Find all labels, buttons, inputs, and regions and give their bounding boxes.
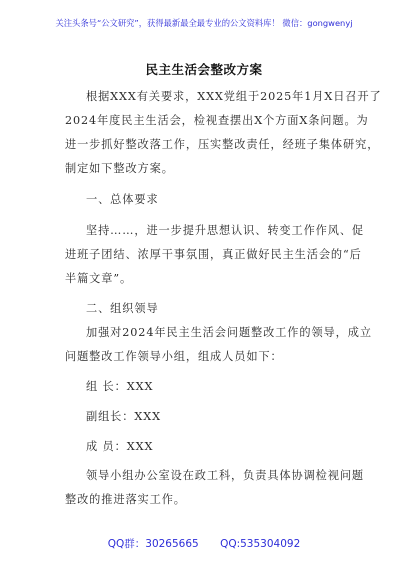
paragraph-line: 加强对2024年民主生活会问题整改工作的领导，成立 xyxy=(86,326,372,339)
section-heading: 一、总体要求 xyxy=(86,193,159,206)
paragraph-line: 进班子团结、浓厚干事氛围，真正做好民主生活会的“后 xyxy=(65,248,362,261)
section-heading: 二、组织领导 xyxy=(86,302,159,315)
member-line: 副组长：XXX xyxy=(86,410,161,423)
footer-qq: QQ:535304092 xyxy=(220,538,301,550)
paragraph-line: 制定如下整改方案。 xyxy=(65,162,174,175)
paragraph-line: 2024年度民主生活会，检视查摆出X个方面X条问题。为 xyxy=(65,114,369,127)
paragraph-line: 半篇文章”。 xyxy=(65,272,133,285)
footer-qq-group: QQ群：30265665 xyxy=(107,538,199,550)
footer-contact xyxy=(0,536,408,551)
paragraph-line: 进一步抓好整改落工作，压实整改责任，经班子集体研究， xyxy=(65,138,380,151)
paragraph-line: 根据XXX有关要求，XXX党组于2025年1月X日召开了 xyxy=(86,90,382,103)
paragraph-line: 坚持……，进一步提升思想认识、转变工作作风、促 xyxy=(86,224,365,237)
header-notice: 关注头条号“公文研究”，获得最新最全最专业的公文资料库！ 微信：gongwenyj xyxy=(55,18,353,28)
document-title: 民主生活会整改方案 xyxy=(145,62,263,77)
paragraph-line: 整改的推进落实工作。 xyxy=(65,493,186,506)
member-line: 组 长：XXX xyxy=(86,380,154,393)
paragraph-line: 领导小组办公室设在政工科，负责具体协调检视问题 xyxy=(86,469,365,482)
paragraph-line: 问题整改工作领导小组，组成人员如下： xyxy=(65,350,283,363)
member-line: 成 员：XXX xyxy=(86,440,154,453)
